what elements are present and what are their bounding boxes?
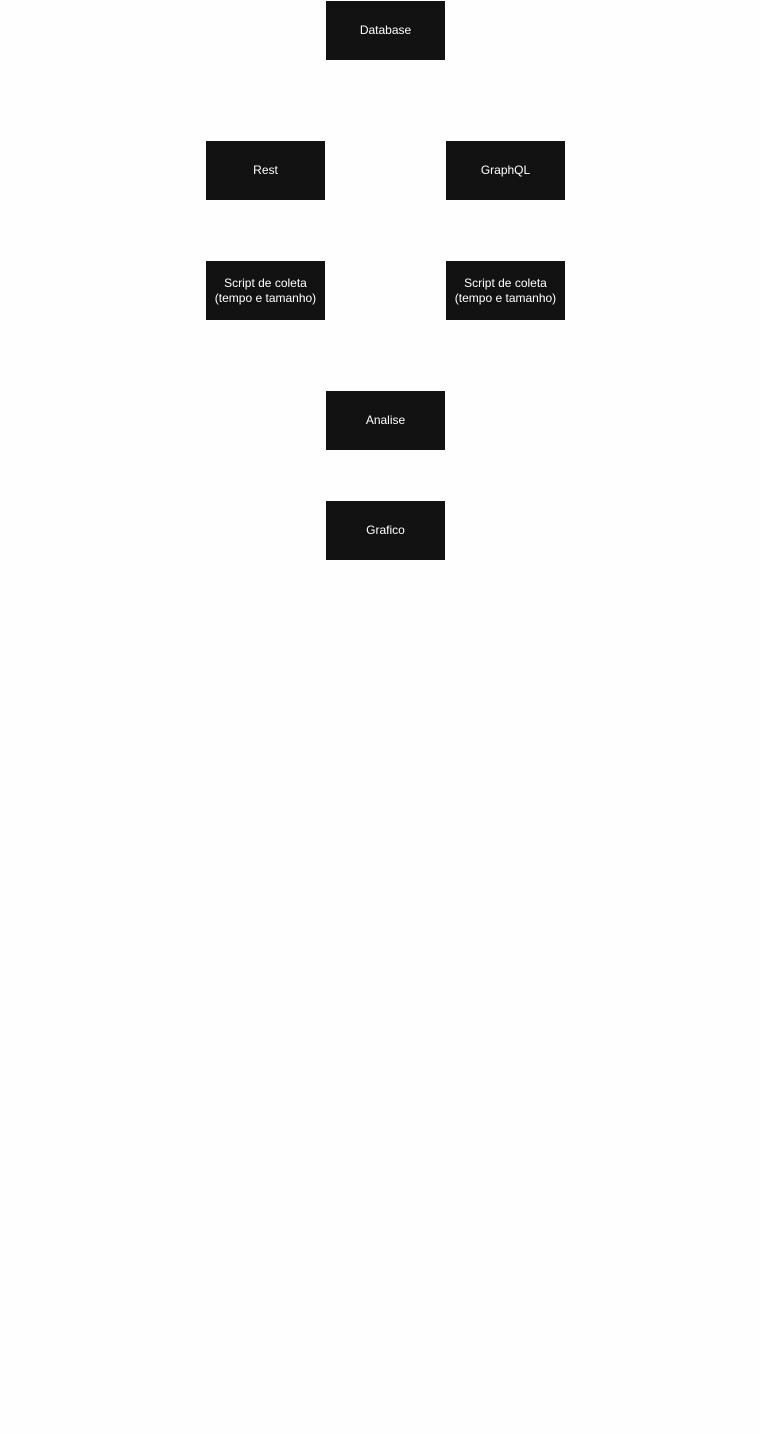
analise-node [326, 391, 445, 450]
grafico-label: Grafico [366, 523, 405, 537]
script-coleta-rest-node [206, 261, 325, 320]
script-coleta-rest-label: Script de coleta (tempo e tamanho) [214, 275, 317, 305]
script-coleta-graphql-node [446, 261, 565, 320]
analise-label: Analise [365, 413, 406, 427]
graphql-label: GraphQL [480, 163, 531, 177]
script-coleta-graphql-label: Script de coleta (tempo e tamanho) [454, 275, 557, 305]
grafico-node [326, 501, 445, 560]
database-label: Database [359, 23, 412, 37]
rest-node [206, 141, 325, 200]
rest-label: Rest [253, 163, 278, 177]
database-node [326, 1, 445, 60]
graphql-node [446, 141, 565, 200]
